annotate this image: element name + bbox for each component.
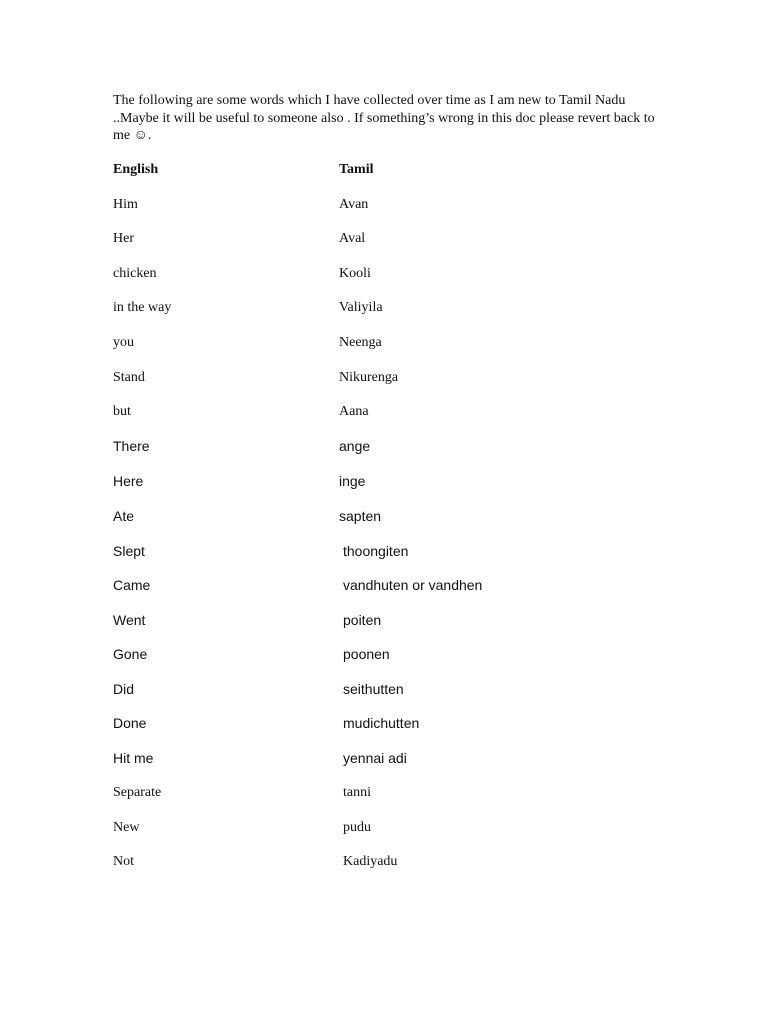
tamil-word: Nikurenga bbox=[339, 370, 399, 385]
table-row bbox=[0, 368, 768, 388]
table-row bbox=[0, 229, 768, 249]
tamil-word: thoongiten bbox=[343, 543, 409, 559]
tamil-word: Avan bbox=[339, 197, 369, 212]
table-row bbox=[0, 679, 768, 699]
table-row bbox=[0, 818, 768, 838]
english-word: Hit me bbox=[113, 750, 154, 766]
table-row bbox=[0, 575, 768, 595]
table-row bbox=[0, 402, 768, 422]
table-row bbox=[0, 298, 768, 318]
english-word: you bbox=[113, 335, 134, 350]
table-row bbox=[0, 852, 768, 872]
column-header-english: English bbox=[113, 162, 159, 177]
english-word: Here bbox=[113, 473, 144, 489]
english-word: Not bbox=[113, 854, 134, 869]
tamil-word: Kadiyadu bbox=[343, 854, 398, 869]
english-word: Came bbox=[113, 577, 151, 593]
english-word: Gone bbox=[113, 646, 148, 662]
english-word: Her bbox=[113, 231, 134, 246]
intro-paragraph: The following are some words which I have collected over time as I am new to Tamil Nadu ..Maybe it will be useful to someone also . If something’s wrong in this doc please revert back to me ☺. bbox=[113, 93, 655, 143]
table-row bbox=[0, 333, 768, 353]
tamil-word: yennai adi bbox=[343, 750, 407, 766]
english-word: Stand bbox=[113, 370, 145, 385]
english-word: Went bbox=[113, 612, 146, 628]
english-word: Slept bbox=[113, 543, 145, 559]
english-word: Him bbox=[113, 197, 138, 212]
table-row bbox=[0, 783, 768, 803]
table-row bbox=[0, 471, 768, 491]
english-word: but bbox=[113, 404, 131, 419]
table-row bbox=[0, 713, 768, 733]
table-row bbox=[0, 195, 768, 215]
table-row bbox=[0, 436, 768, 456]
tamil-word: Kooli bbox=[339, 266, 371, 281]
tamil-word: poonen bbox=[343, 646, 390, 662]
tamil-word: Aval bbox=[339, 231, 366, 246]
tamil-word: sapten bbox=[339, 508, 382, 524]
tamil-word: tanni bbox=[343, 785, 371, 800]
english-word: There bbox=[113, 438, 150, 454]
english-word: Separate bbox=[113, 785, 162, 800]
column-header-tamil: Tamil bbox=[339, 162, 374, 177]
english-word: chicken bbox=[113, 266, 157, 281]
tamil-word: seithutten bbox=[343, 681, 404, 697]
english-word: New bbox=[113, 820, 140, 835]
tamil-word: poiten bbox=[343, 612, 382, 628]
table-row bbox=[0, 264, 768, 284]
tamil-word: Aana bbox=[339, 404, 369, 419]
english-word: Ate bbox=[113, 508, 135, 524]
table-row bbox=[0, 610, 768, 630]
tamil-word: mudichutten bbox=[343, 715, 420, 731]
tamil-word: inge bbox=[339, 473, 366, 489]
english-word: in the way bbox=[113, 300, 172, 315]
tamil-word: Valiyila bbox=[339, 300, 383, 315]
tamil-word: ange bbox=[339, 438, 371, 454]
table-header-row bbox=[0, 160, 768, 180]
table-row bbox=[0, 541, 768, 561]
tamil-word: pudu bbox=[343, 820, 371, 835]
tamil-word: vandhuten or vandhen bbox=[343, 577, 483, 593]
table-row bbox=[0, 644, 768, 664]
table-row bbox=[0, 506, 768, 526]
table-row bbox=[0, 748, 768, 768]
english-word: Did bbox=[113, 681, 135, 697]
english-word: Done bbox=[113, 715, 147, 731]
tamil-word: Neenga bbox=[339, 335, 382, 350]
